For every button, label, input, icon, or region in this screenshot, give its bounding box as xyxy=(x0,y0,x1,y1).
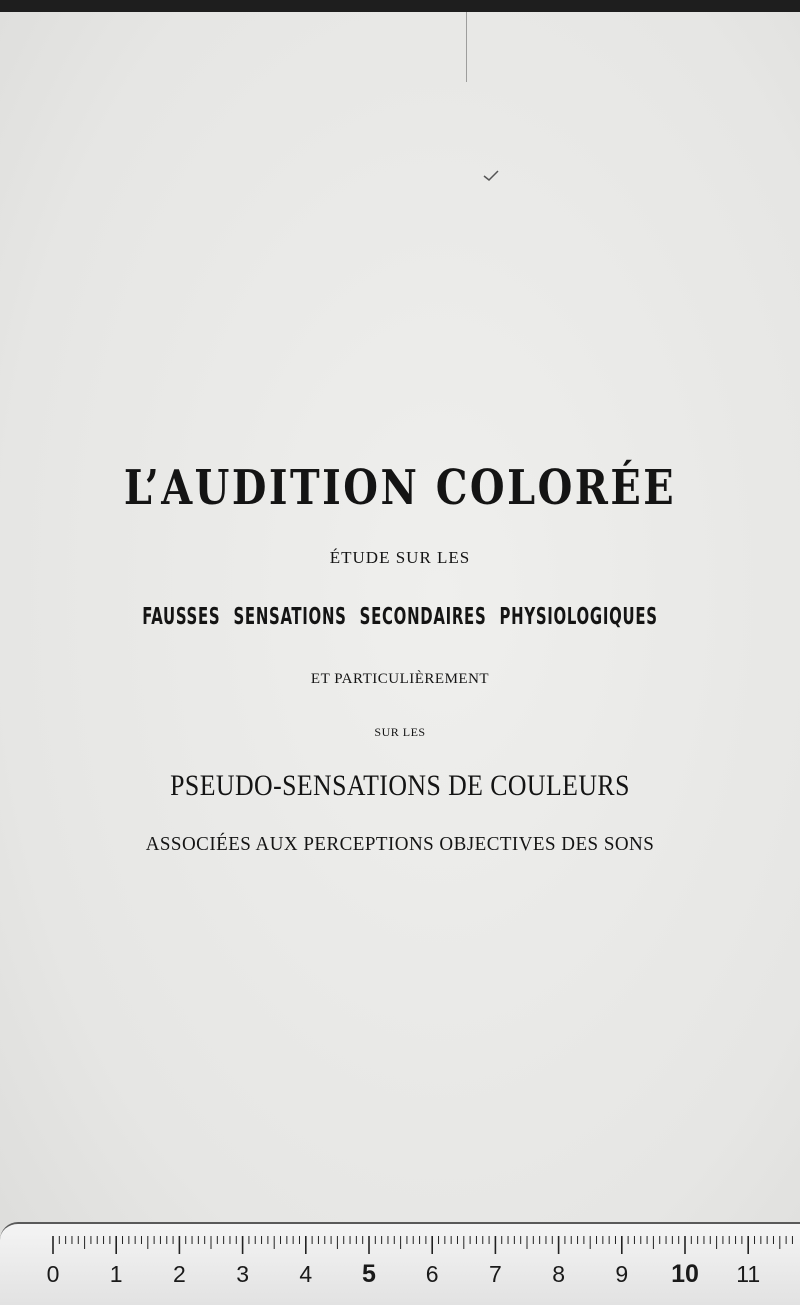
subtitle-study: ÉTUDE SUR LES xyxy=(329,548,471,567)
ruler-scale xyxy=(0,1224,800,1305)
ruler-label: 3 xyxy=(236,1261,249,1287)
ruler-label: 11 xyxy=(736,1261,761,1287)
ruler-label: 2 xyxy=(173,1261,186,1287)
measuring-ruler xyxy=(0,1222,800,1305)
ruler-label: 10 xyxy=(671,1260,699,1288)
heading-false-sensations: FAUSSES SENSATIONS SECONDAIRES PHYSIOLOGIQUES xyxy=(142,604,658,630)
ruler-label: 5 xyxy=(362,1260,376,1288)
heading-pseudo-sensations: PSEUDO-SENSATIONS DE COULEURS xyxy=(170,769,630,802)
subtitle-particularly: ET PARTICULIÈREMENT xyxy=(310,671,490,687)
subtitle-associated: ASSOCIÉES AUX PERCEPTIONS OBJECTIVES DES SONS xyxy=(145,833,655,855)
pencil-check-mark xyxy=(483,170,499,182)
book-title: L’AUDITION COLORÉE xyxy=(123,460,677,516)
page-crease xyxy=(466,12,467,82)
ruler-label: 1 xyxy=(109,1261,123,1287)
ruler-label: 4 xyxy=(299,1261,313,1287)
ruler-label: 8 xyxy=(552,1261,565,1287)
ruler-label: 0 xyxy=(46,1261,60,1287)
scanned-page xyxy=(0,12,800,1303)
subtitle-on: SUR LES xyxy=(374,725,426,739)
ruler-label: 9 xyxy=(615,1261,629,1287)
ruler-label: 6 xyxy=(425,1261,439,1287)
ruler-label: 7 xyxy=(489,1261,502,1287)
